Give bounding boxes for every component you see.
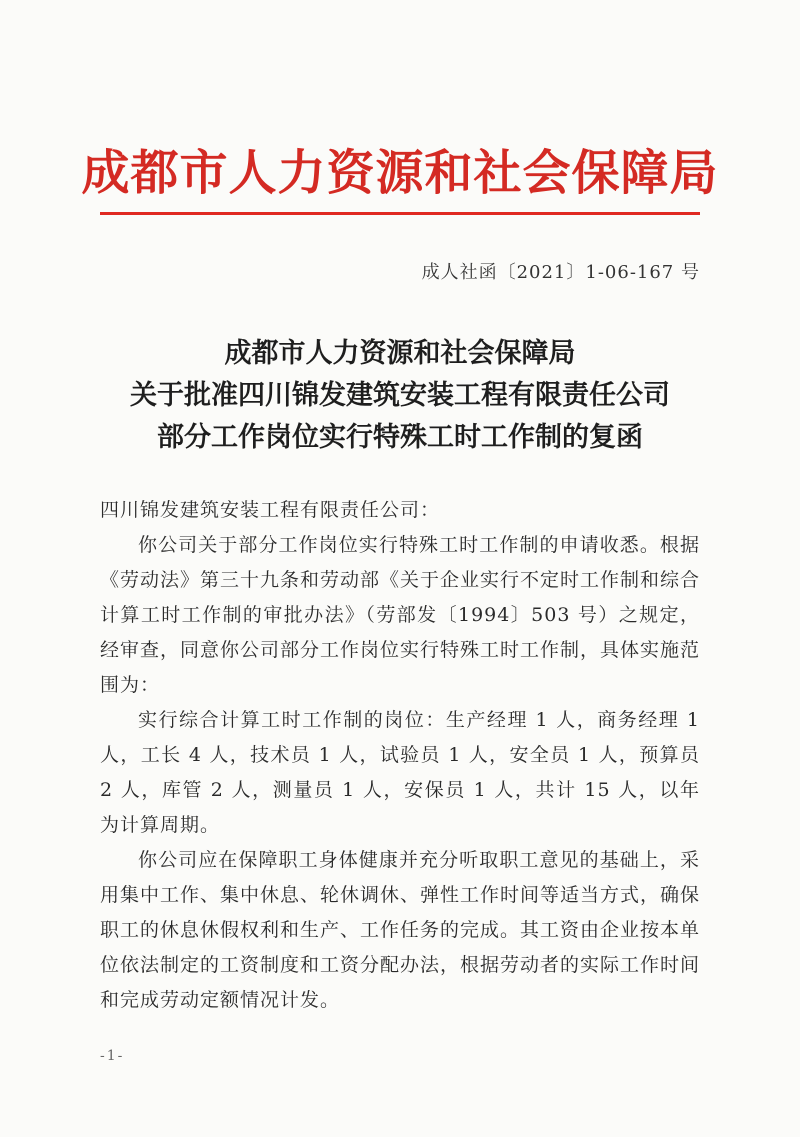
body-paragraph: 实行综合计算工时工作制的岗位：生产经理 1 人，商务经理 1 人，工长 4 人，技术员 1 人，试验员 1 人，安全员 1 人，预算员 2 人，库管 2 人，测量员 1 人，安保员 1 人，共计 15 人，以年为计算周期。: [100, 709, 700, 836]
letterhead-red-rule: [100, 212, 700, 215]
addressee: 四川锦发建筑安装工程有限责任公司：: [100, 499, 441, 521]
body-paragraph: 你公司应在保障职工身体健康并充分听取职工意见的基础上，采用集中工作、集中休息、轮休调休、弹性工作时间等适当方式，确保职工的休息休假权利和生产、工作任务的完成。其工资由企业按本单位依法制定的工资制度和工资分配办法，根据劳动者的实际工作时间和完成劳动定额情况计发。: [100, 849, 701, 1011]
body-paragraph: 你公司关于部分工作岗位实行特殊工时工作制的申请收悉。根据《劳动法》第三十九条和劳动部《关于企业实行不定时工作制和综合计算工时工作制的审批办法》（劳部发〔1994〕503 号）之规定，经审查，同意你公司部分工作岗位实行特殊工时工作制，具体实施范围为：: [100, 534, 701, 696]
page-number: -1-: [100, 1048, 125, 1064]
document-body: [100, 493, 700, 1018]
title-line-2: 关于批准四川锦发建筑安装工程有限责任公司: [130, 380, 670, 411]
title-line-3: 部分工作岗位实行特殊工时工作制的复函: [157, 422, 643, 453]
letterhead-org-name: 成都市人力资源和社会保障局: [81, 145, 719, 201]
document-title: [0, 333, 800, 459]
title-line-1: 成都市人力资源和社会保障局: [224, 338, 576, 369]
document-number: 成人社函〔2021〕1-06-167 号: [421, 262, 700, 283]
